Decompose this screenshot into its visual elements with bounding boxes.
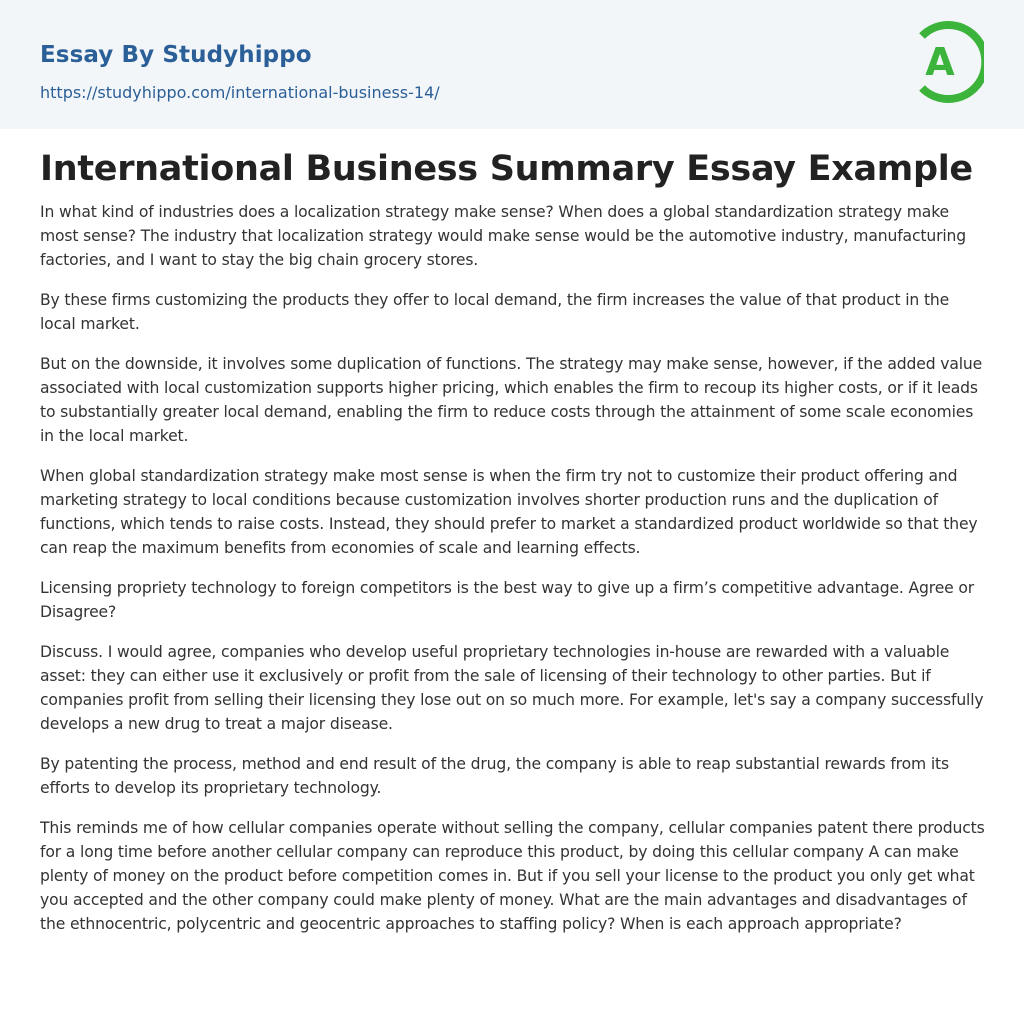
page-url-link[interactable]: https://studyhippo.com/international-business-14/	[40, 83, 440, 102]
paragraph: But on the downside, it involves some duplication of functions. The strategy may make sense, however, if the added value associated with local customization supports higher pricing, which enables the firm to recoup its higher costs, or if it leads to substantially greater local demand, enabling the firm to reduce costs through the attainment of some scale economies in the local market.	[40, 355, 983, 445]
paragraph: This reminds me of how cellular companies operate without selling the company, cellular companies patent there products for a long time before another cellular company can reproduce this product, by doing this cellular company A can make plenty of money on the product before competition comes in. But if you sell your license to the product you only get what you accepted and the other company could make plenty of money. What are the main advantages and disadvantages of the ethnocentric, polycentric and geocentric approaches to staffing policy? When is each approach appropriate?	[40, 819, 985, 933]
paragraph: When global standardization strategy make most sense is when the firm try not to customize their product offering and marketing strategy to local conditions because customization involves shorter production runs and the duplication of functions, which tends to raise costs. Instead, they should prefer to market a standardized product worldwide so that they can reap the maximum benefits from economies of scale and learning effects.	[40, 467, 978, 557]
paragraph: Discuss. I would agree, companies who develop useful proprietary technologies in-house are rewarded with a valuable asset: they can either use it exclusively or profit from the sale of licensing of their technology to other parties. But if companies profit from selling their licensing they lose out on so much more. For example, let's say a company successfully develops a new drug to treat a major disease.	[40, 643, 984, 733]
paragraph: By these firms customizing the products they offer to local demand, the firm increases the value of that product in the local market.	[40, 291, 950, 333]
site-header	[0, 0, 1024, 129]
paragraph: In what kind of industries does a localization strategy make sense? When does a global standardization strategy make most sense? The industry that localization strategy would make sense would be the automotive industry, manufacturing factories, and I want to stay the big chain grocery stores.	[40, 203, 966, 269]
site-name: Essay By Studyhippo	[40, 42, 312, 68]
paragraph: Licensing propriety technology to foreign competitors is the best way to give up a firm’s competitive advantage. Agree or Disagree?	[40, 579, 975, 621]
paragraph: By patenting the process, method and end result of the drug, the company is able to reap substantial rewards from its efforts to develop its proprietary technology.	[40, 755, 949, 797]
article-title: International Business Summary Essay Example	[40, 149, 973, 189]
logo-letter: A	[925, 40, 955, 84]
article-body	[40, 200, 988, 952]
studyhippo-logo-icon[interactable]	[912, 20, 984, 104]
